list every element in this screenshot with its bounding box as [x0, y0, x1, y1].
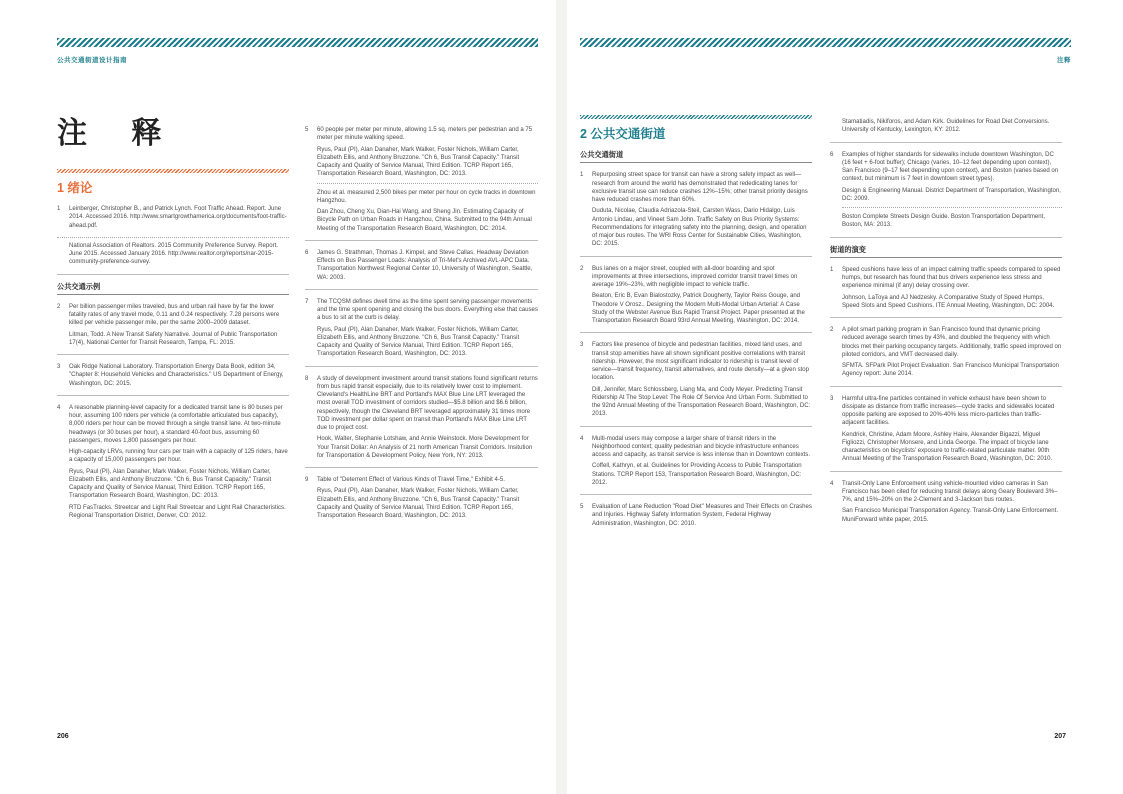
section-heading-intro: 1 绪论: [57, 181, 93, 195]
note-item: [305, 126, 538, 241]
note-number: 1: [830, 266, 834, 273]
note-text: Dill, Jennifer, Marc Schlossberg, Liang Ma, and Cody Meyer. Predicting Transit Ridership At The Stop Level: The Role Of Service And Urban Form. Submitted to the 92nd Annual Meeting of the Transportation Research Board, Washington, DC: 2013.: [592, 386, 811, 418]
note-number: 2: [57, 303, 61, 310]
note-item: [57, 242, 289, 275]
note-item: [580, 341, 812, 426]
note-text: San Francisco Municipal Transportation Agency. Transit-Only Lane Enforcement. MuniForward white paper, 2015.: [842, 508, 1059, 523]
note-item: [580, 171, 812, 256]
note-number: 4: [580, 435, 584, 442]
note-text: Stamatiadis, Nikiforos, and Adam Kirk. Guidelines for Road Diet Conversions. University of Kentucky, Lexington, KY: 2012.: [842, 119, 1050, 134]
page-number: 206: [57, 733, 69, 740]
note-text: Speed cushions have less of an impact calming traffic speeds compared to speed humps, but research has found that bus drivers experience less stress and experience minimal (if any) delay crossing over.: [842, 266, 1061, 290]
note-text: Ryus, Paul (PI), Alan Danaher, Mark Walker, Foster Nichols, William Carter, Elizabeth Ellis, and Anthony Bruzzone. "Ch 6, Bus Transit Capacity." Transit Capacity and Quality of Service Manual, Third Edition. TCRP Report 165, Transportation Research Board, Washington, DC: 2013.: [317, 326, 520, 358]
note-text: National Association of Realtors. 2015 Community Preference Survey. Report. June 2015. Accessed January 2016. http://www.realtor.org/reports/nar-2015-community-preference-survey.: [69, 242, 278, 266]
note-text: Boston Complete Streets Design Guide. Boston Transportation Department, Boston, MA: 2013.: [842, 207, 1062, 230]
notes-group-intro: [57, 205, 289, 275]
note-item: [57, 205, 289, 238]
notes-column-1: [57, 118, 289, 535]
note-item: [830, 326, 1062, 387]
note-text: High-capacity LRVs, running four cars per train with a capacity of 125 riders, have a capacity of 15,000 passengers per hour.: [69, 449, 288, 464]
note-number: 2: [580, 265, 584, 272]
note-number: 9: [305, 477, 309, 483]
subsection-heading: 公共交通示例: [57, 283, 289, 295]
note-text: SFMTA. SFPark Pilot Project Evaluation. San Francisco Municipal Transportation Agency report: June 2014.: [842, 363, 1059, 378]
note-number: 1: [57, 206, 61, 212]
subsection-heading: 公共交通街道: [580, 151, 812, 163]
note-text: Ryus, Paul (PI), Alan Danaher, Mark Walker, Foster Nichols, William Carter, Elizabeth Ellis, and Anthony Bruzzone. "Ch 6, Bus Transit Capacity." Transit Capacity and Quality of Service Manual, Third Edition. TCRP Report 165, Transportation Research Board, Washington, DC: 2013.: [69, 468, 272, 500]
note-item: [830, 480, 1062, 531]
note-item: [57, 363, 289, 396]
page-title: 注 释: [57, 117, 180, 150]
notes-column-3: [580, 115, 812, 543]
note-text: Evaluation of Lane Reduction "Road Diet" Measures and Their Effects on Crashes and Injuries. Highway Safety Information System, Federal Highway Administration, Washington, DC: 2010.: [592, 504, 812, 527]
note-item: [305, 249, 538, 290]
note-number: 1: [580, 172, 584, 179]
note-text: Transit-Only Lane Enforcement using vehicle-mounted video cameras in San Francisco has been cited for reducing transit delays along Geary Boulevard 3%–7%, and 15%–20% on the 2-Clement and 3-Jackson bus routes.: [842, 480, 1058, 503]
running-title: 注释: [1057, 57, 1071, 64]
note-number: 7: [305, 298, 309, 305]
note-text: A reasonable planning-level capacity for a dedicated transit lane is 80 buses per hour, assuming 100 riders per vehicle (a comfortable articulated bus capacity), 8,000 riders per hour can be moved through a single transit lane. At two-minute headways (or 30 buses per hour), a standard 40-foot bus, assuming 60 passengers, moves 1,800 passengers per hour.: [69, 404, 283, 444]
note-item: [57, 303, 289, 355]
note-text: Multi-modal users may compose a larger share of transit riders in the Neighborhood context; quality pedestrian and bicycle infrastructure enhances access and capacity, as transit service is less intense than in Downtown contexts.: [592, 435, 811, 458]
notes-column-4: [830, 118, 1062, 539]
note-text: Table of "Deterrent Effect of Various Kinds of Travel Time," Exhibit 4-5.: [317, 477, 505, 483]
header-hatch-band: [580, 38, 1071, 47]
note-number: 8: [305, 375, 309, 382]
note-number: 3: [830, 395, 834, 402]
note-text: Per billion passenger miles traveled, bus and urban rail have by far the lower fatality rates of any travel mode, 0.11 and 0.24 respectively. 7.28 persons were killed per vehicle passenger mile, per the same 2000–2009 dataset.: [69, 303, 280, 327]
note-item: [580, 435, 812, 496]
note-text: 60 people per meter per minute, allowing 1.5 sq. meters per pedestrian and a 75 meter per minute walking speed.: [317, 127, 533, 142]
note-text: Beaton, Eric B, Evan Bialostozky, Patrick Dougherty, Taylor Reiss Gouge, and Theodore V Orosz.. Designing the Modern Multi-Modal Urban Arterial: A Case Study of the Webster Avenue Bus Rapid Transit Project. Paper presented at the Transportation Research Board 93rd Annual Meeting, Washington, DC: 2014.: [592, 293, 805, 324]
section-divider-hatch: [580, 115, 812, 119]
note-number: 6: [305, 249, 309, 256]
note-text: Bus lanes on a major street, coupled with all-door boarding and spot improvements at three intersections, improved corridor transit travel times on average 19%–23%, with negligible impact to vehicle traffic.: [592, 265, 798, 288]
note-item: [305, 375, 538, 469]
note-item: [305, 298, 538, 367]
section-heading-transit-streets: 2 公共交通街道: [580, 127, 666, 141]
note-text: Litman, Todd. A New Transit Safety Narrative. Journal of Public Transportation 17(4), National Center for Transit Research, Tampa, FL: 2015.: [69, 331, 278, 346]
note-text: Zhou et al. measured 2,500 bikes per meter per hour on cycle tracks in downtown Hangzhou.: [317, 183, 538, 206]
note-item: [57, 404, 289, 527]
note-item: [580, 265, 812, 334]
note-item: [580, 503, 812, 535]
note-text: Ryus, Paul (PI), Alan Danaher, Mark Walker, Foster Nichols, William Carter, Elizabeth Ellis, and Anthony Bruzzone. "Ch 6, Bus Transit Capacity." Transit Capacity and Quality of Service Manual, Third Edition. TCRP Report 165, Transportation Research Board, Washington, DC: 2013.: [317, 488, 520, 519]
right-page: [567, 0, 1123, 794]
note-number: 5: [305, 127, 309, 133]
note-number: 4: [57, 404, 61, 411]
note-item: [830, 151, 1062, 238]
note-text: A study of development investment around transit stations found significant returns from bus rapid transit especially, due to its relatively lower cost to implement. Cleveland's HealthLine BRT and Portland's MAX Blue Line LRT leveraged the most overall TOD investment of corridors studied—$5.8 billion and $6.6 billion, respectively, though the Cleveland BRT leveraged approximately 31 times more TOD investment per dollar spent on transit than Portland's MAX Blue Line LRT due to project cost.: [317, 375, 538, 431]
note-text: Harmful ultra-fine particles contained in vehicle exhaust have been shown to dissipate as distance from traffic increases—cycle tracks and sidewalks located opposite parking are exposed to 20%-40% less micro-particles than traffic-adjacent facilities.: [842, 395, 1055, 427]
note-text: Coffell, Kathryn, et al. Guidelines for Providing Access to Public Transportation Stations. TCRP Report 153, Transportation Research Board, Washington, DC: 2012.: [592, 463, 802, 486]
note-text: Oak Ridge National Laboratory. Transportation Energy Data Book, edition 34, "Chapter 8: Household Vehicles and Characteristics." US Department of Energy, Washington, DC: 2015.: [69, 364, 284, 387]
note-text: Repurposing street space for transit can have a strong safety impact as well—research from around the world has demonstrated that rededicating lanes for exclusive transit use can reduce crashes 12%–15%; other transit priority designs have reduced crashes more than 60%.: [592, 172, 808, 203]
note-number: 2: [830, 327, 834, 333]
header-hatch-band: [57, 38, 538, 47]
note-text: Hook, Walter, Stephanie Lotshaw, and Annie Weinstock. More Development for Your Transit Dollar: An Analysis of 21 north American Transit Corridors. Insitution for Transportation & Development Policy, New York, NY: 2013.: [317, 436, 533, 459]
page-number: 207: [1054, 733, 1066, 740]
note-text: Leinberger, Christopher B., and Patrick Lynch. Foot Traffic Ahead. Report. June 2014. Accessed 2016. http://www.smartgrowthamerica.org/documents/foot-traffic-ahead.pdf.: [69, 206, 287, 229]
note-text: Design & Engineering Manual. District Department of Transportation, Washington, DC: 2009.: [842, 187, 1061, 202]
note-text: Factors like presence of bicycle and pedestrian facilities, mixed land uses, and transit stop amenities have all shown significant positive correlations with transit ridership. However, the most significant indicator to ridership is transit level of service—transit frequency, transit alternatives, and route density—at a given stop location.: [592, 342, 810, 382]
left-page: [0, 0, 556, 794]
note-text: Examples of higher standards for sidewalks include downtown Washington, DC (16 feet + 6-foot buffer); Chicago (varies, 10–12 feet depending upon context), San Francisco (9–17 feet depending upon context), and Boston (varies based on context, but minimum is 7 feet in downtown street types).: [842, 151, 1059, 183]
note-text: Kendrick, Christine, Adam Moore, Ashley Haire, Alexander Bigazzi, Miguel Figliozzi, Christopher Monsere, and Linda George. The impact of bicycle lane characteristics on bicyclists' exposure to traffic-related particulate matter. 90th Annual Meeting of the Transportation Research Board, Washington, DC: 2010.: [842, 431, 1053, 463]
note-text: Dan Zhou, Cheng Xu, Dian-Hai Wang, and Sheng Jin. Estimating Capacity of Bicycle Path on Urban Roads in Hangzhou, China. Submitted to the 94th Annual Meeting of the Transportation Research Board, Washington, DC: 2014.: [317, 209, 532, 232]
note-text: A pilot smart parking program in San Francisco found that dynamic pricing reduced average search times by 43%, and doubled the frequency with which blocks met their parking occupancy targets. Additionally, traffic speed improved on piloted corridors, and VMT decreased daily.: [842, 327, 1062, 358]
note-number: 3: [57, 364, 61, 370]
note-item: [305, 476, 538, 527]
note-item: [830, 395, 1062, 472]
note-text: Ryus, Paul (PI), Alan Danaher, Mark Walker, Foster Nichols, William Carter, Elizabeth Ellis, and Anthony Bruzzone. "Ch 6, Bus Transit Capacity." Transit Capacity and Quality of Service Manual, Third Edition. TCRP Report 165, Transportation Research Board, Washington, DC: 2013.: [317, 146, 520, 178]
note-number: 4: [830, 480, 834, 487]
note-text: Duduta, Nicolae, Claudia Adriazola-Steil, Carsten Wass, Dario Hidalgo, Luis Antonio Lindau, and Vineet Sam John. Traffic Safety on Bus Priority Systems: Recommendations for integrating safety into the planning, design, and operation of major bus routes. The WRI Ross Center for Sustainable Cities, Washington, DC: 2015.: [592, 208, 807, 248]
note-number: 5: [580, 504, 584, 510]
note-number: 3: [580, 342, 584, 349]
note-text: Johnson, LaToya and AJ Nedzesky. A Comparative Study of Speed Humps, Speed Slots and Speed Cushions. ITE Annual Meeting, Washington, DC: 2004.: [842, 294, 1055, 309]
note-number: 6: [830, 151, 834, 158]
note-text: James G. Strathman, Thomas J. Kimpel, and Steve Callas. Headway Deviation Effects on Bus Passenger Loads: Analysis of Tri-Met's Archived AVL-APC Data. Transportation Northwest Regional Center 10, University of Washington, Seattle, WA: 2003.: [317, 249, 533, 281]
note-item: [830, 118, 1062, 143]
notes-column-2: [305, 126, 538, 535]
note-item: [830, 266, 1062, 318]
section-divider-hatch: [57, 169, 289, 173]
note-text: The TCQSM defines dwell time as the time spent serving passenger movements and the time spent opening and closing the bus doors. Everything else that causes a bus to sit at the curb is delay.: [317, 298, 538, 322]
running-title: 公共交通街道设计指南: [57, 57, 127, 64]
note-text: RTD FasTracks. Streetcar and Light Rail Streetcar and Light Rail Characteristics. Regional Transportation District, Denver, CO: 2012.: [69, 504, 286, 519]
subsection-heading: 街道的演变: [830, 246, 1062, 258]
